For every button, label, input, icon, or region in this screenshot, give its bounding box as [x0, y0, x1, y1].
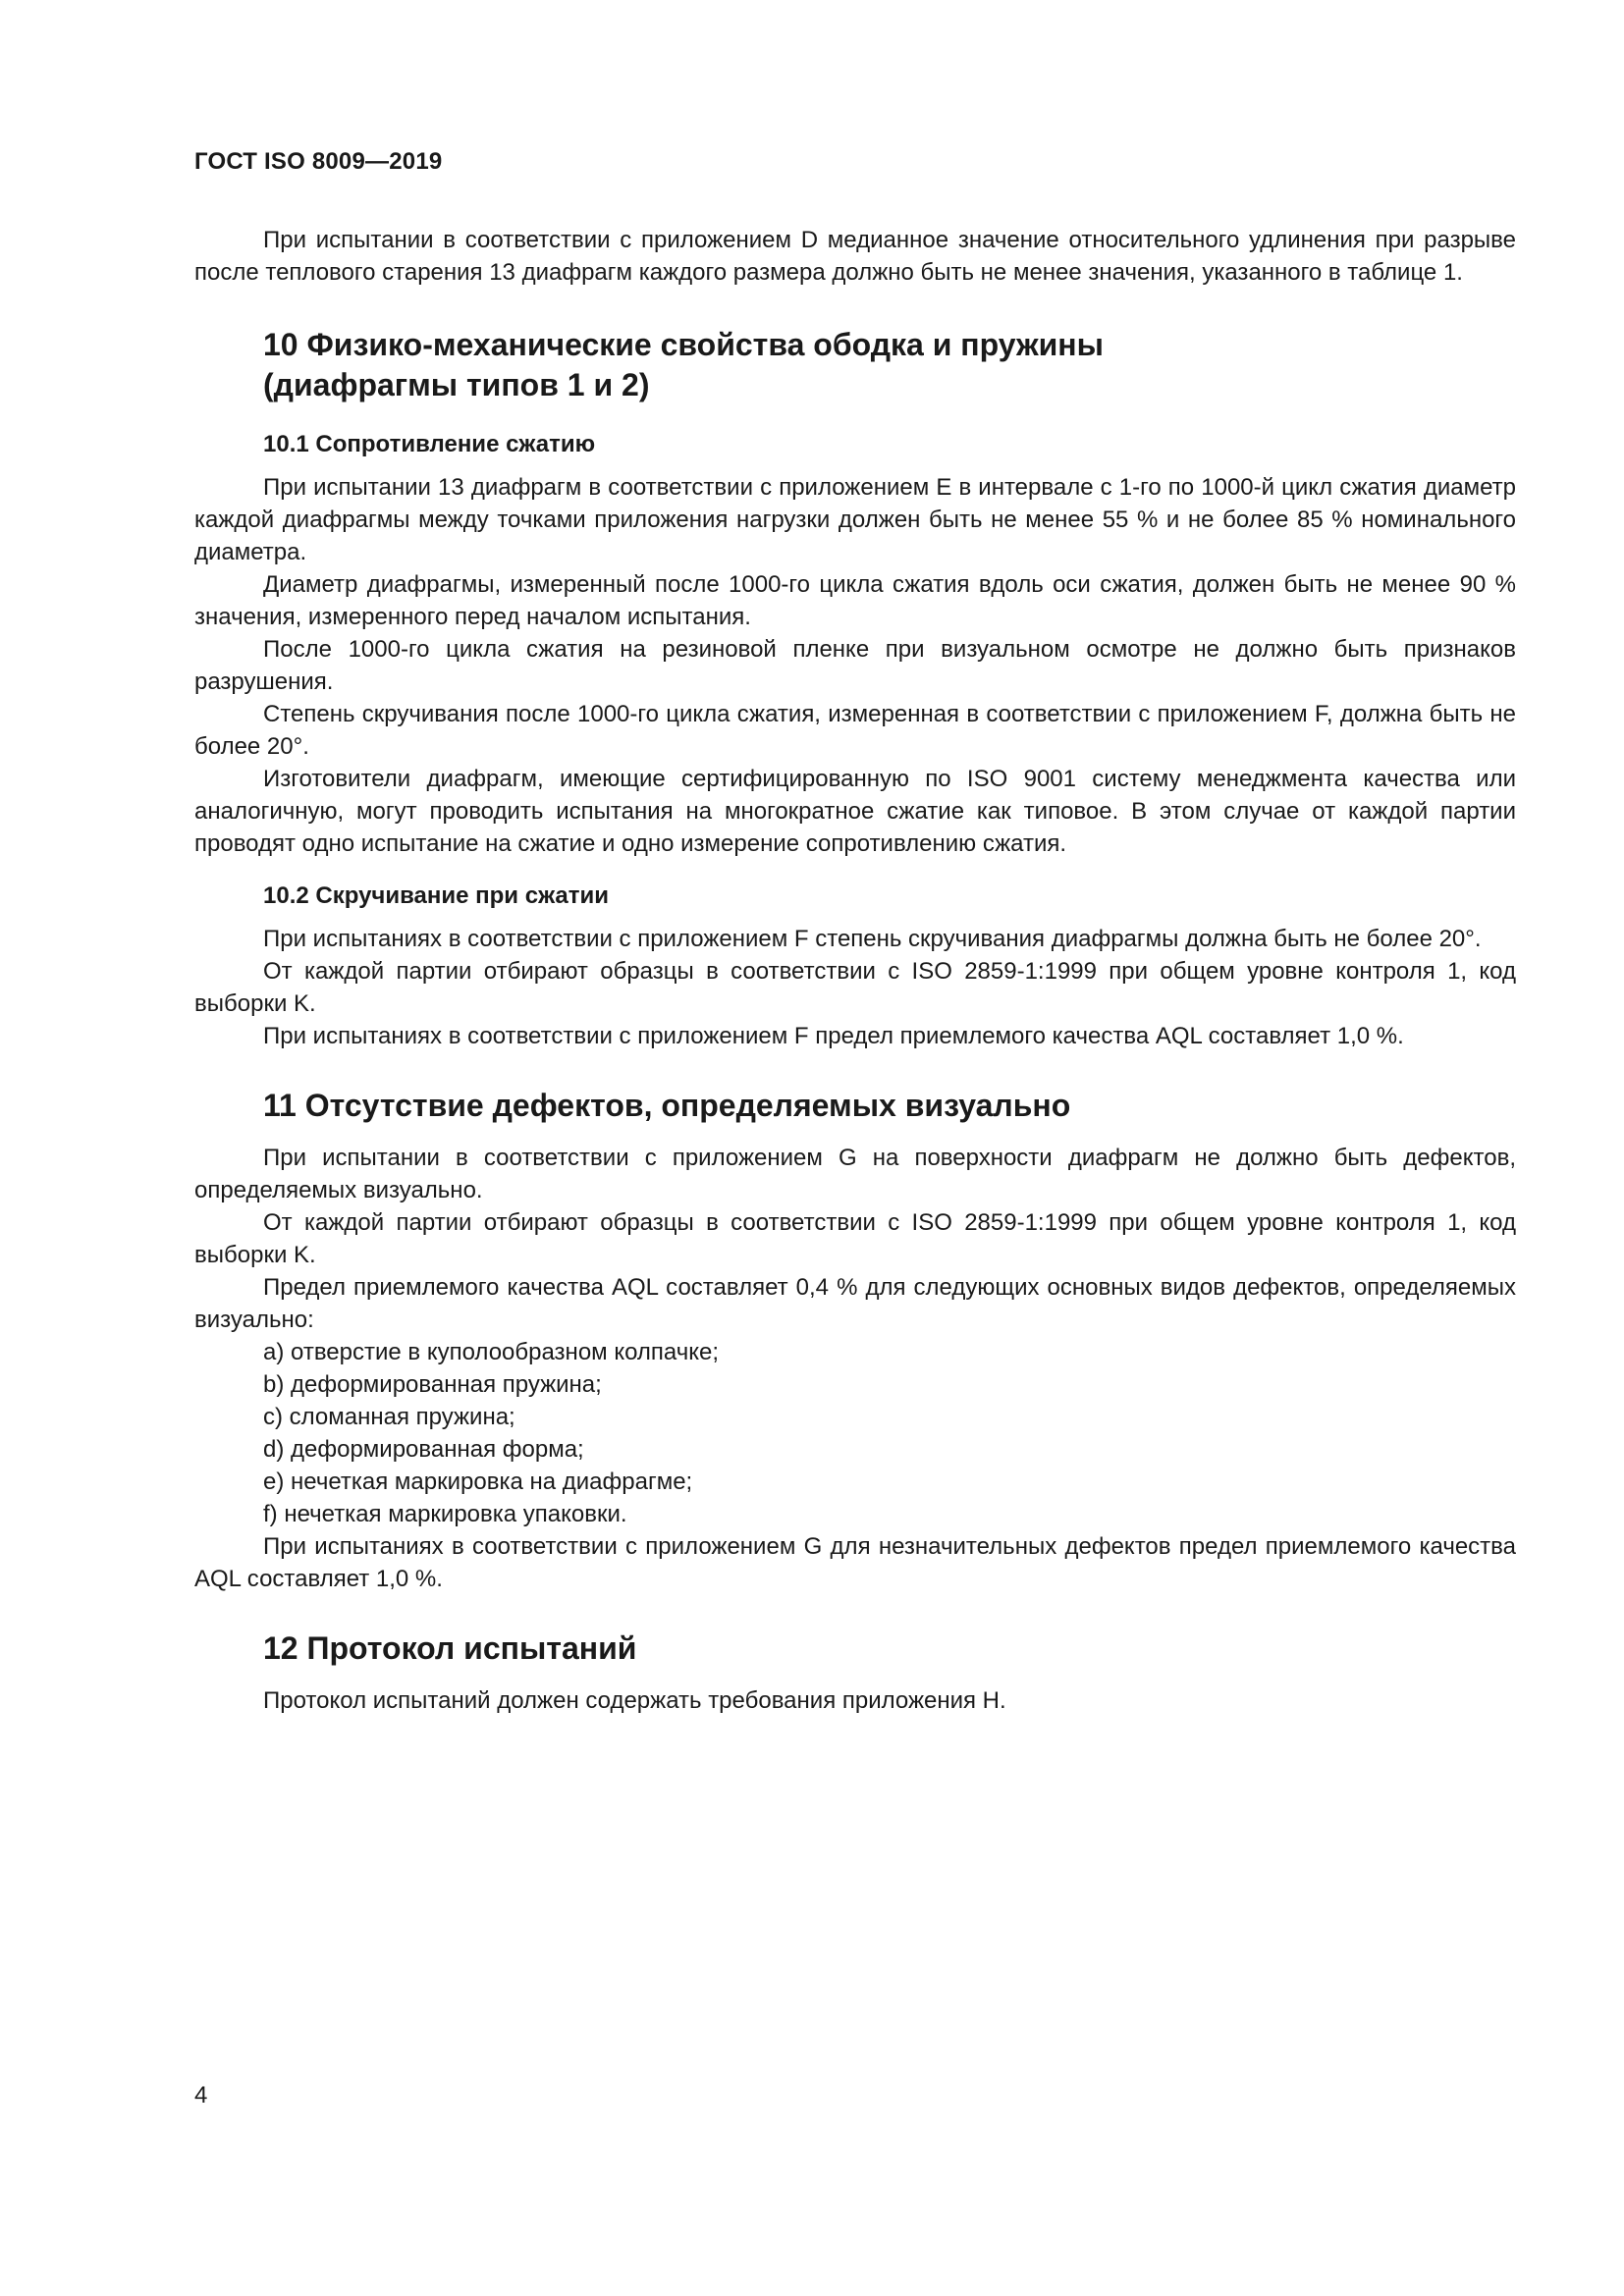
- subsection-10-2-title: 10.2 Скручивание при сжатии: [263, 882, 609, 909]
- paragraph: При испытаниях в соответствии с приложением F предел приемлемого качества AQL составляет 1,0 %.: [263, 1023, 1404, 1049]
- paragraph: Степень скручивания после 1000-го цикла сжатия, измеренная в соответствии с приложением F, должна быть не более 20°.: [194, 701, 1516, 760]
- paragraph: Протокол испытаний должен содержать требования приложения H.: [263, 1687, 1006, 1714]
- paragraph: Изготовители диафрагм, имеющие сертифицированную по ISO 9001 систему менеджмента качества или аналогичную, могут проводить испытания на многократное сжатие как типовое. В этом случае от каждой партии проводят одно испытание на сжатие и одно измерение сопротивлению сжатия.: [194, 766, 1516, 857]
- list-item: e) нечеткая маркировка на диафрагме;: [263, 1468, 693, 1495]
- subsection-10-1-title: 10.1 Сопротивление сжатию: [263, 431, 596, 457]
- paragraph: От каждой партии отбирают образцы в соответствии с ISO 2859-1:1999 при общем уровне контроля 1, код выборки K.: [194, 958, 1516, 1017]
- paragraph: От каждой партии отбирают образцы в соответствии с ISO 2859-1:1999 при общем уровне контроля 1, код выборки K.: [194, 1209, 1516, 1268]
- list-item: c) сломанная пружина;: [263, 1404, 515, 1430]
- page-content: [194, 224, 1516, 1717]
- paragraph: При испытаниях в соответствии с приложением G для незначительных дефектов предел приемлемого качества AQL составляет 1,0 %.: [194, 1533, 1516, 1592]
- paragraph: При испытаниях в соответствии с приложением F степень скручивания диафрагмы должна быть не более 20°.: [263, 926, 1482, 952]
- list-item: a) отверстие в куполообразном колпачке;: [263, 1339, 720, 1365]
- paragraph: При испытании в соответствии с приложением G на поверхности диафрагм не должно быть дефектов, определяемых визуально.: [194, 1145, 1516, 1203]
- list-item: b) деформированная пружина;: [263, 1371, 602, 1398]
- paragraph: После 1000-го цикла сжатия на резиновой пленке при визуальном осмотре не должно быть признаков разрушения.: [194, 636, 1516, 695]
- section-12-title: 12 Протокол испытаний: [263, 1630, 637, 1666]
- list-item: f) нечеткая маркировка упаковки.: [263, 1501, 627, 1527]
- section-11-title: 11 Отсутствие дефектов, определяемых визуально: [263, 1088, 1071, 1123]
- paragraph: Предел приемлемого качества AQL составляет 0,4 % для следующих основных видов дефектов, определяемых визуально:: [194, 1274, 1516, 1333]
- document-code: ГОСТ ISO 8009—2019: [194, 148, 443, 175]
- list-item: d) деформированная форма;: [263, 1436, 584, 1463]
- paragraph: При испытании 13 диафрагм в соответствии с приложением E в интервале с 1-го по 1000-й цикл сжатия диаметр каждой диафрагмы между точками приложения нагрузки должен быть не менее 55 % и не более 85 % номинального диаметра.: [194, 474, 1516, 565]
- section-10-title-line2: (диафрагмы типов 1 и 2): [263, 367, 650, 402]
- section-10-title-line1: 10 Физико-механические свойства ободка и пружины: [263, 327, 1104, 362]
- intro-paragraph: При испытании в соответствии с приложением D медианное значение относительного удлинения при разрыве после теплового старения 13 диафрагм каждого размера должно быть не менее значения, указанного в таблице 1.: [194, 227, 1516, 286]
- paragraph: Диаметр диафрагмы, измеренный после 1000-го цикла сжатия вдоль оси сжатия, должен быть не менее 90 % значения, измеренного перед началом испытания.: [194, 571, 1516, 630]
- page-number: 4: [194, 2082, 208, 2109]
